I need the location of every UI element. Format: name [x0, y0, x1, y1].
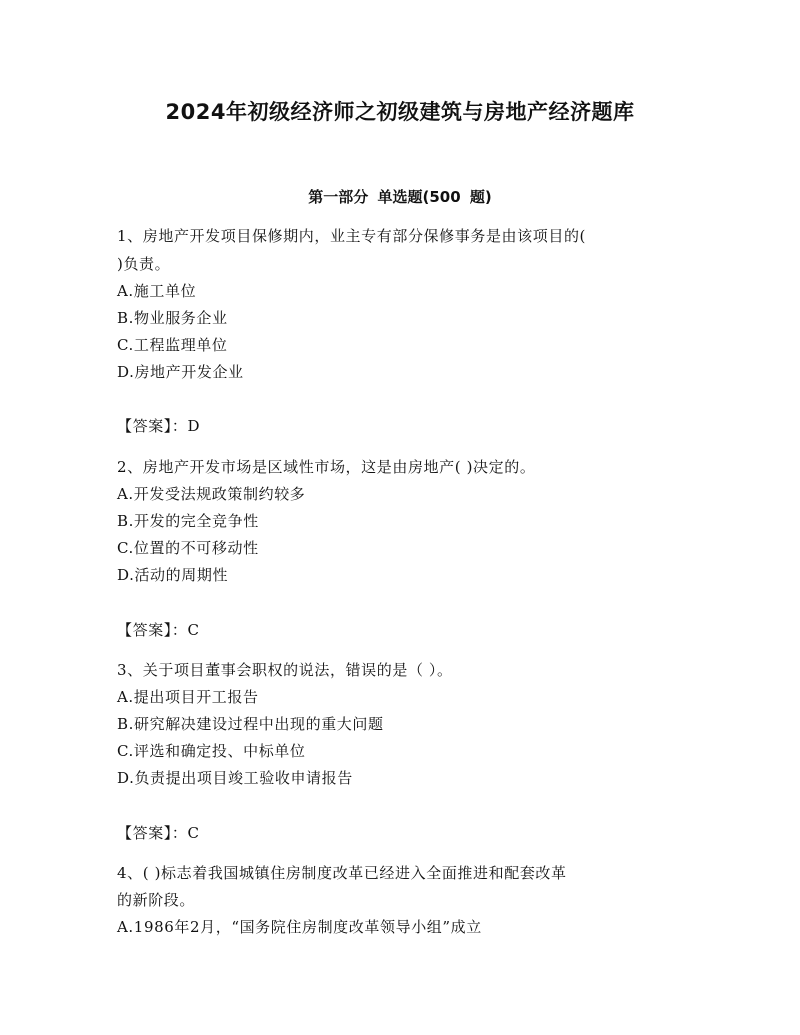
question-1-option-b: B.物业服务企业	[117, 309, 228, 327]
question-4-option-a: A.1986年2月，“国务院住房制度改革领导小组”成立	[117, 918, 482, 936]
question-1-stem-line-1: 1、房地产开发项目保修期内，业主专有部分保修事务是由该项目的(	[117, 227, 586, 245]
document-title: 2024年初级经济师之初级建筑与房地产经济题库	[165, 100, 635, 124]
question-4-stem-line-1: 4、( )标志着我国城镇住房制度改革已经进入全面推进和配套改革	[117, 864, 567, 882]
question-2-option-d: D.活动的周期性	[117, 566, 229, 584]
question-2-option-a: A.开发受法规政策制约较多	[117, 485, 306, 503]
question-1-option-d: D.房地产开发企业	[117, 363, 244, 381]
question-3-option-b: B.研究解决建设过程中出现的重大问题	[117, 715, 384, 733]
question-3-option-d: D.负责提出项目竣工验收申请报告	[117, 769, 353, 787]
question-2-stem-line-1: 2、房地产开发市场是区域性市场，这是由房地产( )决定的。	[117, 458, 536, 476]
question-1-option-c: C.工程监理单位	[117, 336, 228, 354]
question-3-option-c: C.评选和确定投、中标单位	[117, 742, 306, 760]
question-2-option-b: B.开发的完全竞争性	[117, 512, 259, 530]
question-2-option-c: C.位置的不可移动性	[117, 539, 259, 557]
question-3-stem-line-1: 3、关于项目董事会职权的说法，错误的是（ ）。	[117, 661, 453, 679]
question-3-answer: 【答案】：C	[117, 824, 200, 842]
question-3-option-a: A.提出项目开工报告	[117, 688, 259, 706]
question-2-answer: 【答案】：C	[117, 621, 200, 639]
question-1-answer: 【答案】：D	[117, 417, 201, 435]
question-4-stem-line-2: 的新阶段。	[117, 891, 196, 909]
section-title: 第一部分 单选题(500 题)	[308, 188, 492, 206]
question-1-stem-line-2: )负责。	[117, 255, 171, 273]
question-1-option-a: A.施工单位	[117, 282, 197, 300]
